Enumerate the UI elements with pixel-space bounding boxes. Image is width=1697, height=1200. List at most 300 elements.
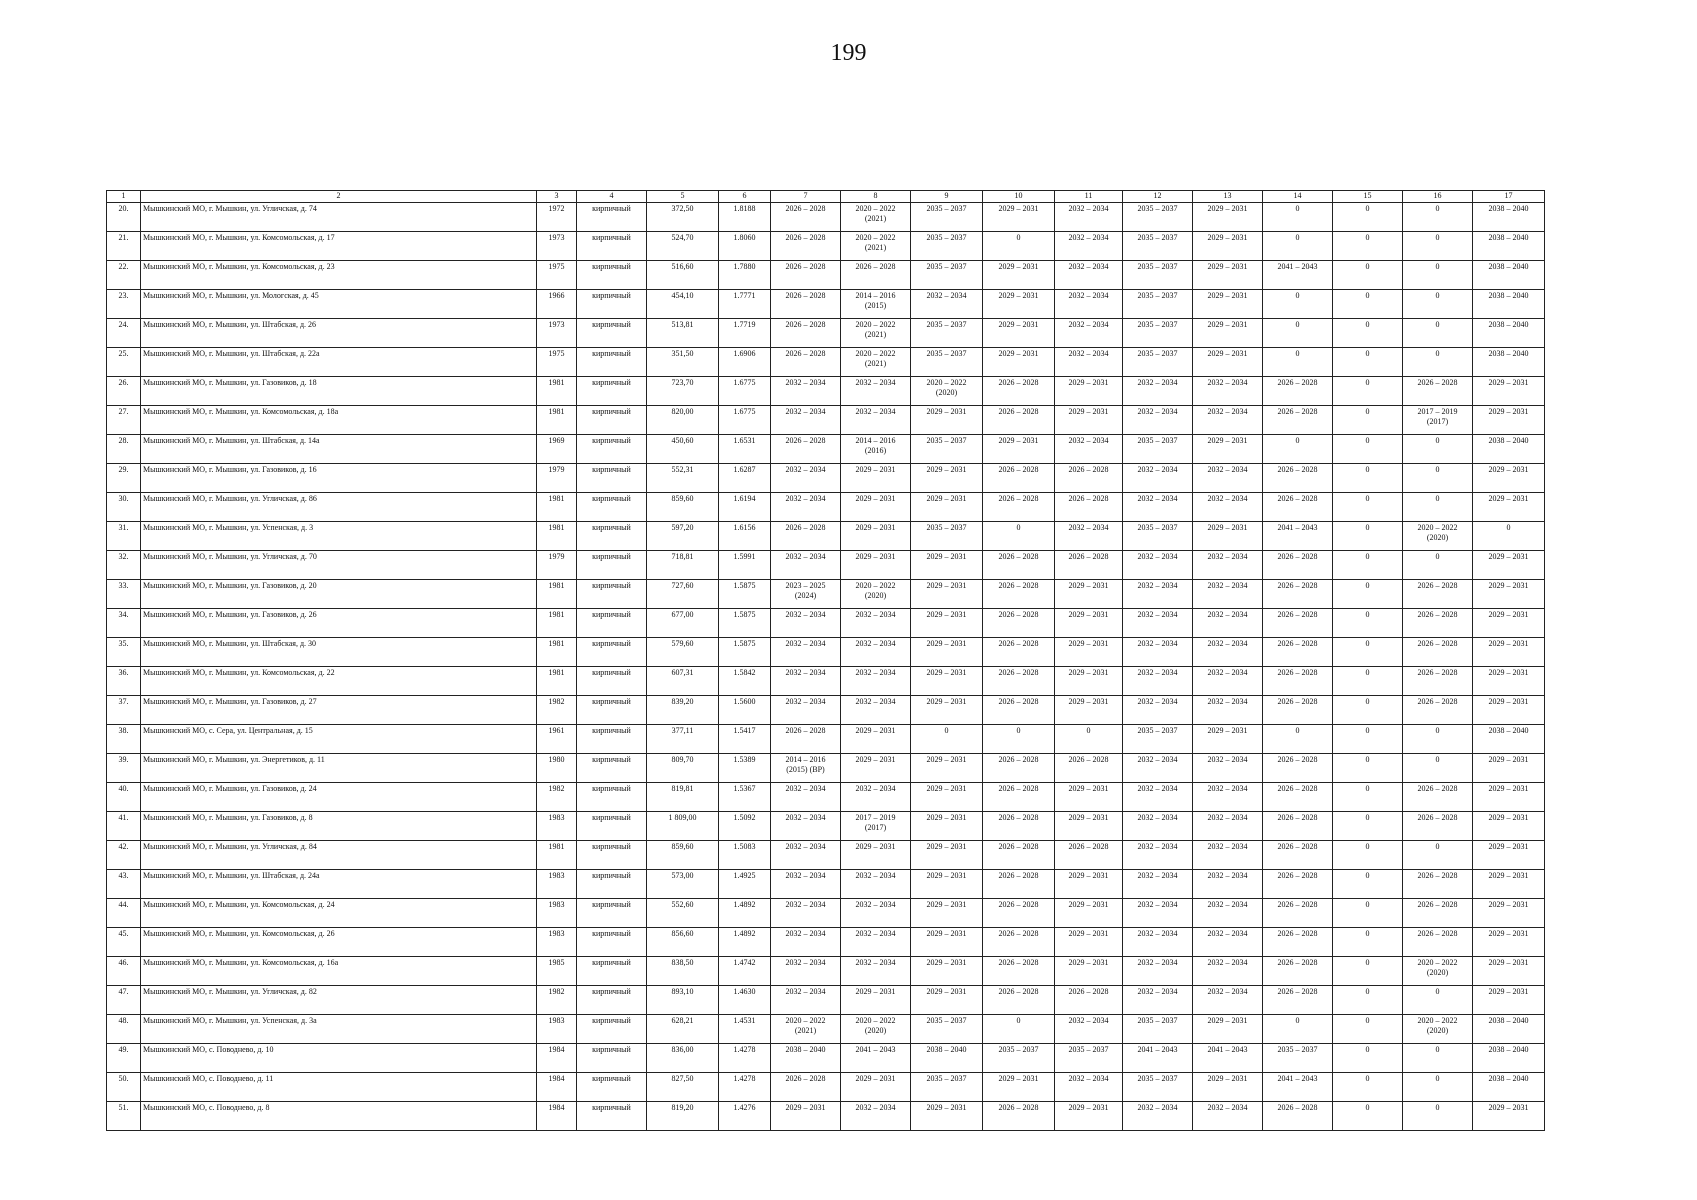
cell-wall-material: кирпичный <box>577 928 647 957</box>
cell-ratio: 1.5367 <box>719 783 771 812</box>
table-row <box>107 406 1545 435</box>
cell-col-13: 2032 – 2034 <box>1193 783 1263 812</box>
cell-wall-material: кирпичный <box>577 1044 647 1073</box>
cell-col-15: 0 <box>1333 638 1403 667</box>
cell-ratio: 1.6194 <box>719 493 771 522</box>
cell-col-12: 2032 – 2034 <box>1123 609 1193 638</box>
cell-ratio: 1.5600 <box>719 696 771 725</box>
table-row <box>107 986 1545 1015</box>
cell-col-16: 0 <box>1403 493 1473 522</box>
cell-col-10: 2029 – 2031 <box>983 203 1055 232</box>
cell-row-number: 35. <box>107 638 141 667</box>
cell-ratio: 1.6775 <box>719 406 771 435</box>
table-row <box>107 783 1545 812</box>
cell-col-13: 2032 – 2034 <box>1193 899 1263 928</box>
cell-col-17: 2038 – 2040 <box>1473 435 1545 464</box>
cell-col-16: 2026 – 2028 <box>1403 377 1473 406</box>
cell-col-16: 0 <box>1403 1102 1473 1131</box>
cell-col-9: 2029 – 2031 <box>911 957 983 986</box>
cell-year-built: 1973 <box>537 232 577 261</box>
cell-ratio: 1.7771 <box>719 290 771 319</box>
cell-col-11: 2026 – 2028 <box>1055 986 1123 1015</box>
cell-row-number: 30. <box>107 493 141 522</box>
cell-address: Мышкинский МО, г. Мышкин, ул. Угличская, д. 82 <box>141 986 537 1015</box>
table-row <box>107 1015 1545 1044</box>
cell-col-11: 2026 – 2028 <box>1055 841 1123 870</box>
cell-col-11: 2029 – 2031 <box>1055 667 1123 696</box>
cell-address: Мышкинский МО, г. Мышкин, ул. Газовиков, д. 16 <box>141 464 537 493</box>
cell-col-7: 2026 – 2028 <box>771 290 841 319</box>
cell-area: 372,50 <box>647 203 719 232</box>
cell-wall-material: кирпичный <box>577 1015 647 1044</box>
cell-row-number: 28. <box>107 435 141 464</box>
cell-col-11: 2029 – 2031 <box>1055 406 1123 435</box>
cell-col-12: 2041 – 2043 <box>1123 1044 1193 1073</box>
cell-col-14: 2026 – 2028 <box>1263 957 1333 986</box>
cell-area: 856,60 <box>647 928 719 957</box>
cell-col-15: 0 <box>1333 841 1403 870</box>
column-number-address: 2 <box>141 191 537 203</box>
cell-col-17: 2029 – 2031 <box>1473 696 1545 725</box>
cell-col-14: 0 <box>1263 1015 1333 1044</box>
cell-wall-material: кирпичный <box>577 232 647 261</box>
cell-year-built: 1983 <box>537 1015 577 1044</box>
table-row <box>107 580 1545 609</box>
cell-col-9: 2029 – 2031 <box>911 551 983 580</box>
cell-col-11: 2026 – 2028 <box>1055 754 1123 783</box>
cell-ratio: 1.6775 <box>719 377 771 406</box>
cell-row-number: 40. <box>107 783 141 812</box>
cell-area: 552,31 <box>647 464 719 493</box>
table-row <box>107 1102 1545 1131</box>
cell-row-number: 36. <box>107 667 141 696</box>
cell-col-12: 2032 – 2034 <box>1123 783 1193 812</box>
cell-col-8: 2032 – 2034 <box>841 870 911 899</box>
cell-col-8: 2032 – 2034 <box>841 377 911 406</box>
cell-wall-material: кирпичный <box>577 899 647 928</box>
cell-col-10: 2026 – 2028 <box>983 551 1055 580</box>
cell-ratio: 1.7880 <box>719 261 771 290</box>
cell-col-14: 0 <box>1263 290 1333 319</box>
cell-col-17: 2029 – 2031 <box>1473 667 1545 696</box>
cell-col-12: 2032 – 2034 <box>1123 696 1193 725</box>
cell-col-14: 2026 – 2028 <box>1263 986 1333 1015</box>
cell-col-10: 2026 – 2028 <box>983 493 1055 522</box>
cell-col-16: 0 <box>1403 986 1473 1015</box>
cell-col-10: 2029 – 2031 <box>983 1073 1055 1102</box>
cell-wall-material: кирпичный <box>577 725 647 754</box>
cell-wall-material: кирпичный <box>577 1102 647 1131</box>
cell-col-16: 0 <box>1403 261 1473 290</box>
cell-col-8: 2029 – 2031 <box>841 493 911 522</box>
cell-address: Мышкинский МО, с. Поводнево, д. 10 <box>141 1044 537 1073</box>
cell-col-17: 2029 – 2031 <box>1473 899 1545 928</box>
cell-col-13: 2032 – 2034 <box>1193 986 1263 1015</box>
cell-col-10: 2026 – 2028 <box>983 754 1055 783</box>
cell-col-8: 2032 – 2034 <box>841 406 911 435</box>
cell-area: 454,10 <box>647 290 719 319</box>
cell-col-9: 2029 – 2031 <box>911 580 983 609</box>
cell-area: 723,70 <box>647 377 719 406</box>
cell-address: Мышкинский МО, г. Мышкин, ул. Штабская, д. 24а <box>141 870 537 899</box>
cell-address: Мышкинский МО, г. Мышкин, ул. Успенская, д. 3а <box>141 1015 537 1044</box>
cell-col-7: 2032 – 2034 <box>771 928 841 957</box>
cell-wall-material: кирпичный <box>577 986 647 1015</box>
cell-col-10: 2029 – 2031 <box>983 319 1055 348</box>
cell-col-7: 2032 – 2034 <box>771 493 841 522</box>
cell-area: 893,10 <box>647 986 719 1015</box>
page-number: 199 <box>830 40 867 66</box>
cell-ratio: 1.5842 <box>719 667 771 696</box>
cell-col-17: 2029 – 2031 <box>1473 609 1545 638</box>
cell-col-15: 0 <box>1333 580 1403 609</box>
column-number-col-15: 15 <box>1333 191 1403 203</box>
cell-col-17: 2029 – 2031 <box>1473 928 1545 957</box>
cell-col-10: 2026 – 2028 <box>983 783 1055 812</box>
cell-col-8: 2020 – 2022 (2021) <box>841 232 911 261</box>
cell-col-13: 2032 – 2034 <box>1193 812 1263 841</box>
cell-col-15: 0 <box>1333 899 1403 928</box>
cell-row-number: 47. <box>107 986 141 1015</box>
cell-row-number: 29. <box>107 464 141 493</box>
cell-col-8: 2032 – 2034 <box>841 638 911 667</box>
cell-col-8: 2017 – 2019 (2017) <box>841 812 911 841</box>
cell-year-built: 1961 <box>537 725 577 754</box>
cell-col-7: 2032 – 2034 <box>771 841 841 870</box>
cell-col-10: 2026 – 2028 <box>983 580 1055 609</box>
cell-ratio: 1.4742 <box>719 957 771 986</box>
cell-col-12: 2035 – 2037 <box>1123 522 1193 551</box>
cell-col-14: 2026 – 2028 <box>1263 493 1333 522</box>
cell-col-7: 2032 – 2034 <box>771 812 841 841</box>
cell-wall-material: кирпичный <box>577 203 647 232</box>
cell-ratio: 1.4630 <box>719 986 771 1015</box>
cell-col-7: 2026 – 2028 <box>771 261 841 290</box>
cell-wall-material: кирпичный <box>577 348 647 377</box>
cell-col-8: 2020 – 2022 (2021) <box>841 319 911 348</box>
table-row <box>107 493 1545 522</box>
cell-col-13: 2032 – 2034 <box>1193 870 1263 899</box>
cell-col-9: 2029 – 2031 <box>911 986 983 1015</box>
cell-col-7: 2032 – 2034 <box>771 638 841 667</box>
cell-col-17: 2029 – 2031 <box>1473 551 1545 580</box>
cell-col-16: 2026 – 2028 <box>1403 870 1473 899</box>
cell-col-14: 2041 – 2043 <box>1263 1073 1333 1102</box>
cell-ratio: 1.4892 <box>719 928 771 957</box>
column-number-ratio: 6 <box>719 191 771 203</box>
cell-col-12: 2032 – 2034 <box>1123 841 1193 870</box>
cell-col-17: 2038 – 2040 <box>1473 1015 1545 1044</box>
cell-col-8: 2020 – 2022 (2020) <box>841 1015 911 1044</box>
cell-area: 597,20 <box>647 522 719 551</box>
cell-col-8: 2020 – 2022 (2021) <box>841 348 911 377</box>
cell-col-8: 2032 – 2034 <box>841 957 911 986</box>
cell-col-14: 2035 – 2037 <box>1263 1044 1333 1073</box>
cell-wall-material: кирпичный <box>577 812 647 841</box>
cell-col-12: 2032 – 2034 <box>1123 406 1193 435</box>
cell-col-16: 0 <box>1403 754 1473 783</box>
cell-col-8: 2032 – 2034 <box>841 609 911 638</box>
cell-col-9: 2035 – 2037 <box>911 319 983 348</box>
column-number-row <box>107 191 1545 203</box>
cell-col-13: 2032 – 2034 <box>1193 464 1263 493</box>
cell-col-17: 2038 – 2040 <box>1473 725 1545 754</box>
cell-col-13: 2029 – 2031 <box>1193 522 1263 551</box>
cell-col-7: 2032 – 2034 <box>771 957 841 986</box>
cell-col-7: 2026 – 2028 <box>771 1073 841 1102</box>
cell-col-8: 2020 – 2022 (2020) <box>841 580 911 609</box>
cell-col-9: 2029 – 2031 <box>911 406 983 435</box>
cell-row-number: 25. <box>107 348 141 377</box>
cell-col-11: 2032 – 2034 <box>1055 522 1123 551</box>
cell-col-9: 2029 – 2031 <box>911 638 983 667</box>
cell-col-9: 2035 – 2037 <box>911 1015 983 1044</box>
cell-col-8: 2014 – 2016 (2016) <box>841 435 911 464</box>
cell-year-built: 1983 <box>537 899 577 928</box>
cell-col-16: 0 <box>1403 203 1473 232</box>
cell-year-built: 1984 <box>537 1044 577 1073</box>
cell-col-14: 2041 – 2043 <box>1263 261 1333 290</box>
cell-col-10: 2026 – 2028 <box>983 1102 1055 1131</box>
cell-year-built: 1984 <box>537 1073 577 1102</box>
cell-address: Мышкинский МО, г. Мышкин, ул. Комсомольская, д. 23 <box>141 261 537 290</box>
table-row <box>107 348 1545 377</box>
table-row <box>107 899 1545 928</box>
column-number-col-11: 11 <box>1055 191 1123 203</box>
cell-row-number: 24. <box>107 319 141 348</box>
cell-col-13: 2032 – 2034 <box>1193 957 1263 986</box>
cell-col-9: 2035 – 2037 <box>911 435 983 464</box>
cell-address: Мышкинский МО, г. Мышкин, ул. Комсомольская, д. 17 <box>141 232 537 261</box>
cell-col-11: 2032 – 2034 <box>1055 1015 1123 1044</box>
column-number-wall-material: 4 <box>577 191 647 203</box>
cell-col-14: 2026 – 2028 <box>1263 783 1333 812</box>
cell-year-built: 1983 <box>537 928 577 957</box>
cell-row-number: 49. <box>107 1044 141 1073</box>
cell-area: 859,60 <box>647 493 719 522</box>
cell-wall-material: кирпичный <box>577 1073 647 1102</box>
cell-col-10: 2026 – 2028 <box>983 899 1055 928</box>
cell-col-11: 2029 – 2031 <box>1055 928 1123 957</box>
cell-row-number: 31. <box>107 522 141 551</box>
cell-col-15: 0 <box>1333 319 1403 348</box>
cell-wall-material: кирпичный <box>577 580 647 609</box>
cell-ratio: 1.5875 <box>719 580 771 609</box>
cell-wall-material: кирпичный <box>577 754 647 783</box>
cell-col-13: 2032 – 2034 <box>1193 580 1263 609</box>
cell-address: Мышкинский МО, г. Мышкин, ул. Комсомольская, д. 16а <box>141 957 537 986</box>
cell-col-13: 2032 – 2034 <box>1193 696 1263 725</box>
cell-col-13: 2032 – 2034 <box>1193 493 1263 522</box>
table-row <box>107 464 1545 493</box>
cell-col-16: 0 <box>1403 464 1473 493</box>
cell-year-built: 1983 <box>537 812 577 841</box>
cell-col-9: 2029 – 2031 <box>911 812 983 841</box>
cell-address: Мышкинский МО, г. Мышкин, ул. Энергетиков, д. 11 <box>141 754 537 783</box>
cell-col-16: 0 <box>1403 232 1473 261</box>
table-row <box>107 870 1545 899</box>
cell-col-16: 2026 – 2028 <box>1403 783 1473 812</box>
cell-address: Мышкинский МО, г. Мышкин, ул. Угличская, д. 84 <box>141 841 537 870</box>
cell-col-7: 2032 – 2034 <box>771 899 841 928</box>
cell-col-8: 2032 – 2034 <box>841 696 911 725</box>
cell-area: 573,00 <box>647 870 719 899</box>
cell-col-12: 2035 – 2037 <box>1123 1073 1193 1102</box>
cell-col-15: 0 <box>1333 725 1403 754</box>
cell-col-8: 2041 – 2043 <box>841 1044 911 1073</box>
cell-col-12: 2032 – 2034 <box>1123 667 1193 696</box>
cell-area: 628,21 <box>647 1015 719 1044</box>
cell-col-16: 2026 – 2028 <box>1403 899 1473 928</box>
cell-wall-material: кирпичный <box>577 841 647 870</box>
cell-col-15: 0 <box>1333 290 1403 319</box>
table-row <box>107 696 1545 725</box>
cell-row-number: 51. <box>107 1102 141 1131</box>
cell-ratio: 1.4892 <box>719 899 771 928</box>
cell-area: 827,50 <box>647 1073 719 1102</box>
cell-address: Мышкинский МО, г. Мышкин, ул. Газовиков, д. 24 <box>141 783 537 812</box>
cell-col-17: 2038 – 2040 <box>1473 290 1545 319</box>
cell-col-9: 2029 – 2031 <box>911 870 983 899</box>
column-number-col-8: 8 <box>841 191 911 203</box>
cell-address: Мышкинский МО, г. Мышкин, ул. Штабская, д. 26 <box>141 319 537 348</box>
cell-col-17: 2029 – 2031 <box>1473 580 1545 609</box>
cell-year-built: 1982 <box>537 783 577 812</box>
cell-address: Мышкинский МО, с. Поводнево, д. 8 <box>141 1102 537 1131</box>
cell-col-14: 2026 – 2028 <box>1263 464 1333 493</box>
cell-col-9: 0 <box>911 725 983 754</box>
cell-col-11: 2032 – 2034 <box>1055 290 1123 319</box>
table-row <box>107 551 1545 580</box>
cell-col-15: 0 <box>1333 986 1403 1015</box>
cell-col-16: 2026 – 2028 <box>1403 580 1473 609</box>
cell-row-number: 22. <box>107 261 141 290</box>
cell-ratio: 1.5389 <box>719 754 771 783</box>
cell-col-11: 2029 – 2031 <box>1055 638 1123 667</box>
cell-col-8: 2026 – 2028 <box>841 261 911 290</box>
cell-col-14: 2026 – 2028 <box>1263 551 1333 580</box>
cell-row-number: 39. <box>107 754 141 783</box>
cell-col-15: 0 <box>1333 1102 1403 1131</box>
cell-row-number: 21. <box>107 232 141 261</box>
cell-year-built: 1979 <box>537 464 577 493</box>
cell-col-16: 0 <box>1403 319 1473 348</box>
cell-col-16: 2026 – 2028 <box>1403 696 1473 725</box>
cell-year-built: 1985 <box>537 957 577 986</box>
cell-ratio: 1.8188 <box>719 203 771 232</box>
cell-col-16: 2026 – 2028 <box>1403 609 1473 638</box>
cell-col-7: 2029 – 2031 <box>771 1102 841 1131</box>
cell-col-11: 2032 – 2034 <box>1055 319 1123 348</box>
cell-col-11: 2029 – 2031 <box>1055 609 1123 638</box>
cell-col-8: 2029 – 2031 <box>841 551 911 580</box>
cell-col-7: 2038 – 2040 <box>771 1044 841 1073</box>
cell-address: Мышкинский МО, г. Мышкин, ул. Угличская, д. 74 <box>141 203 537 232</box>
cell-year-built: 1981 <box>537 609 577 638</box>
cell-col-9: 2035 – 2037 <box>911 203 983 232</box>
table-row <box>107 1073 1545 1102</box>
cell-col-14: 0 <box>1263 348 1333 377</box>
cell-col-16: 0 <box>1403 841 1473 870</box>
table-row <box>107 609 1545 638</box>
cell-row-number: 33. <box>107 580 141 609</box>
cell-row-number: 37. <box>107 696 141 725</box>
cell-col-7: 2032 – 2034 <box>771 696 841 725</box>
cell-col-17: 2029 – 2031 <box>1473 493 1545 522</box>
cell-row-number: 38. <box>107 725 141 754</box>
table-row <box>107 638 1545 667</box>
cell-col-10: 0 <box>983 522 1055 551</box>
cell-col-15: 0 <box>1333 928 1403 957</box>
cell-address: Мышкинский МО, с. Сера, ул. Центральная, д. 15 <box>141 725 537 754</box>
cell-year-built: 1981 <box>537 493 577 522</box>
cell-col-14: 2041 – 2043 <box>1263 522 1333 551</box>
cell-col-17: 2038 – 2040 <box>1473 319 1545 348</box>
cell-col-9: 2029 – 2031 <box>911 493 983 522</box>
cell-ratio: 1.4278 <box>719 1073 771 1102</box>
cell-ratio: 1.5991 <box>719 551 771 580</box>
cell-col-15: 0 <box>1333 203 1403 232</box>
cell-col-17: 2038 – 2040 <box>1473 203 1545 232</box>
cell-area: 718,81 <box>647 551 719 580</box>
cell-col-13: 2041 – 2043 <box>1193 1044 1263 1073</box>
cell-col-14: 0 <box>1263 319 1333 348</box>
cell-col-12: 2032 – 2034 <box>1123 928 1193 957</box>
cell-wall-material: кирпичный <box>577 551 647 580</box>
cell-year-built: 1984 <box>537 1102 577 1131</box>
cell-col-11: 2026 – 2028 <box>1055 493 1123 522</box>
cell-ratio: 1.6156 <box>719 522 771 551</box>
cell-col-9: 2032 – 2034 <box>911 290 983 319</box>
cell-col-7: 2026 – 2028 <box>771 348 841 377</box>
cell-col-9: 2035 – 2037 <box>911 522 983 551</box>
cell-col-8: 2032 – 2034 <box>841 928 911 957</box>
cell-row-number: 27. <box>107 406 141 435</box>
cell-col-10: 2026 – 2028 <box>983 870 1055 899</box>
cell-col-8: 2029 – 2031 <box>841 725 911 754</box>
cell-col-15: 0 <box>1333 377 1403 406</box>
cell-col-16: 0 <box>1403 551 1473 580</box>
cell-col-10: 2029 – 2031 <box>983 435 1055 464</box>
cell-address: Мышкинский МО, г. Мышкин, ул. Штабская, д. 14а <box>141 435 537 464</box>
cell-year-built: 1981 <box>537 522 577 551</box>
cell-col-17: 2029 – 2031 <box>1473 638 1545 667</box>
cell-col-13: 2029 – 2031 <box>1193 1073 1263 1102</box>
column-number-col-7: 7 <box>771 191 841 203</box>
cell-col-11: 2032 – 2034 <box>1055 232 1123 261</box>
cell-col-16: 0 <box>1403 1044 1473 1073</box>
cell-col-12: 2032 – 2034 <box>1123 812 1193 841</box>
cell-area: 836,00 <box>647 1044 719 1073</box>
cell-address: Мышкинский МО, г. Мышкин, ул. Газовиков, д. 26 <box>141 609 537 638</box>
cell-col-13: 2032 – 2034 <box>1193 638 1263 667</box>
cell-col-13: 2032 – 2034 <box>1193 841 1263 870</box>
cell-col-7: 2032 – 2034 <box>771 406 841 435</box>
cell-col-15: 0 <box>1333 261 1403 290</box>
cell-col-17: 2029 – 2031 <box>1473 812 1545 841</box>
cell-year-built: 1981 <box>537 638 577 667</box>
cell-col-9: 2035 – 2037 <box>911 348 983 377</box>
cell-ratio: 1.8060 <box>719 232 771 261</box>
cell-col-17: 2029 – 2031 <box>1473 464 1545 493</box>
cell-address: Мышкинский МО, г. Мышкин, ул. Газовиков, д. 18 <box>141 377 537 406</box>
cell-col-15: 0 <box>1333 551 1403 580</box>
repair-schedule-table <box>106 190 1545 1131</box>
cell-col-16: 0 <box>1403 435 1473 464</box>
cell-col-9: 2029 – 2031 <box>911 754 983 783</box>
cell-col-10: 2029 – 2031 <box>983 348 1055 377</box>
cell-col-7: 2026 – 2028 <box>771 232 841 261</box>
